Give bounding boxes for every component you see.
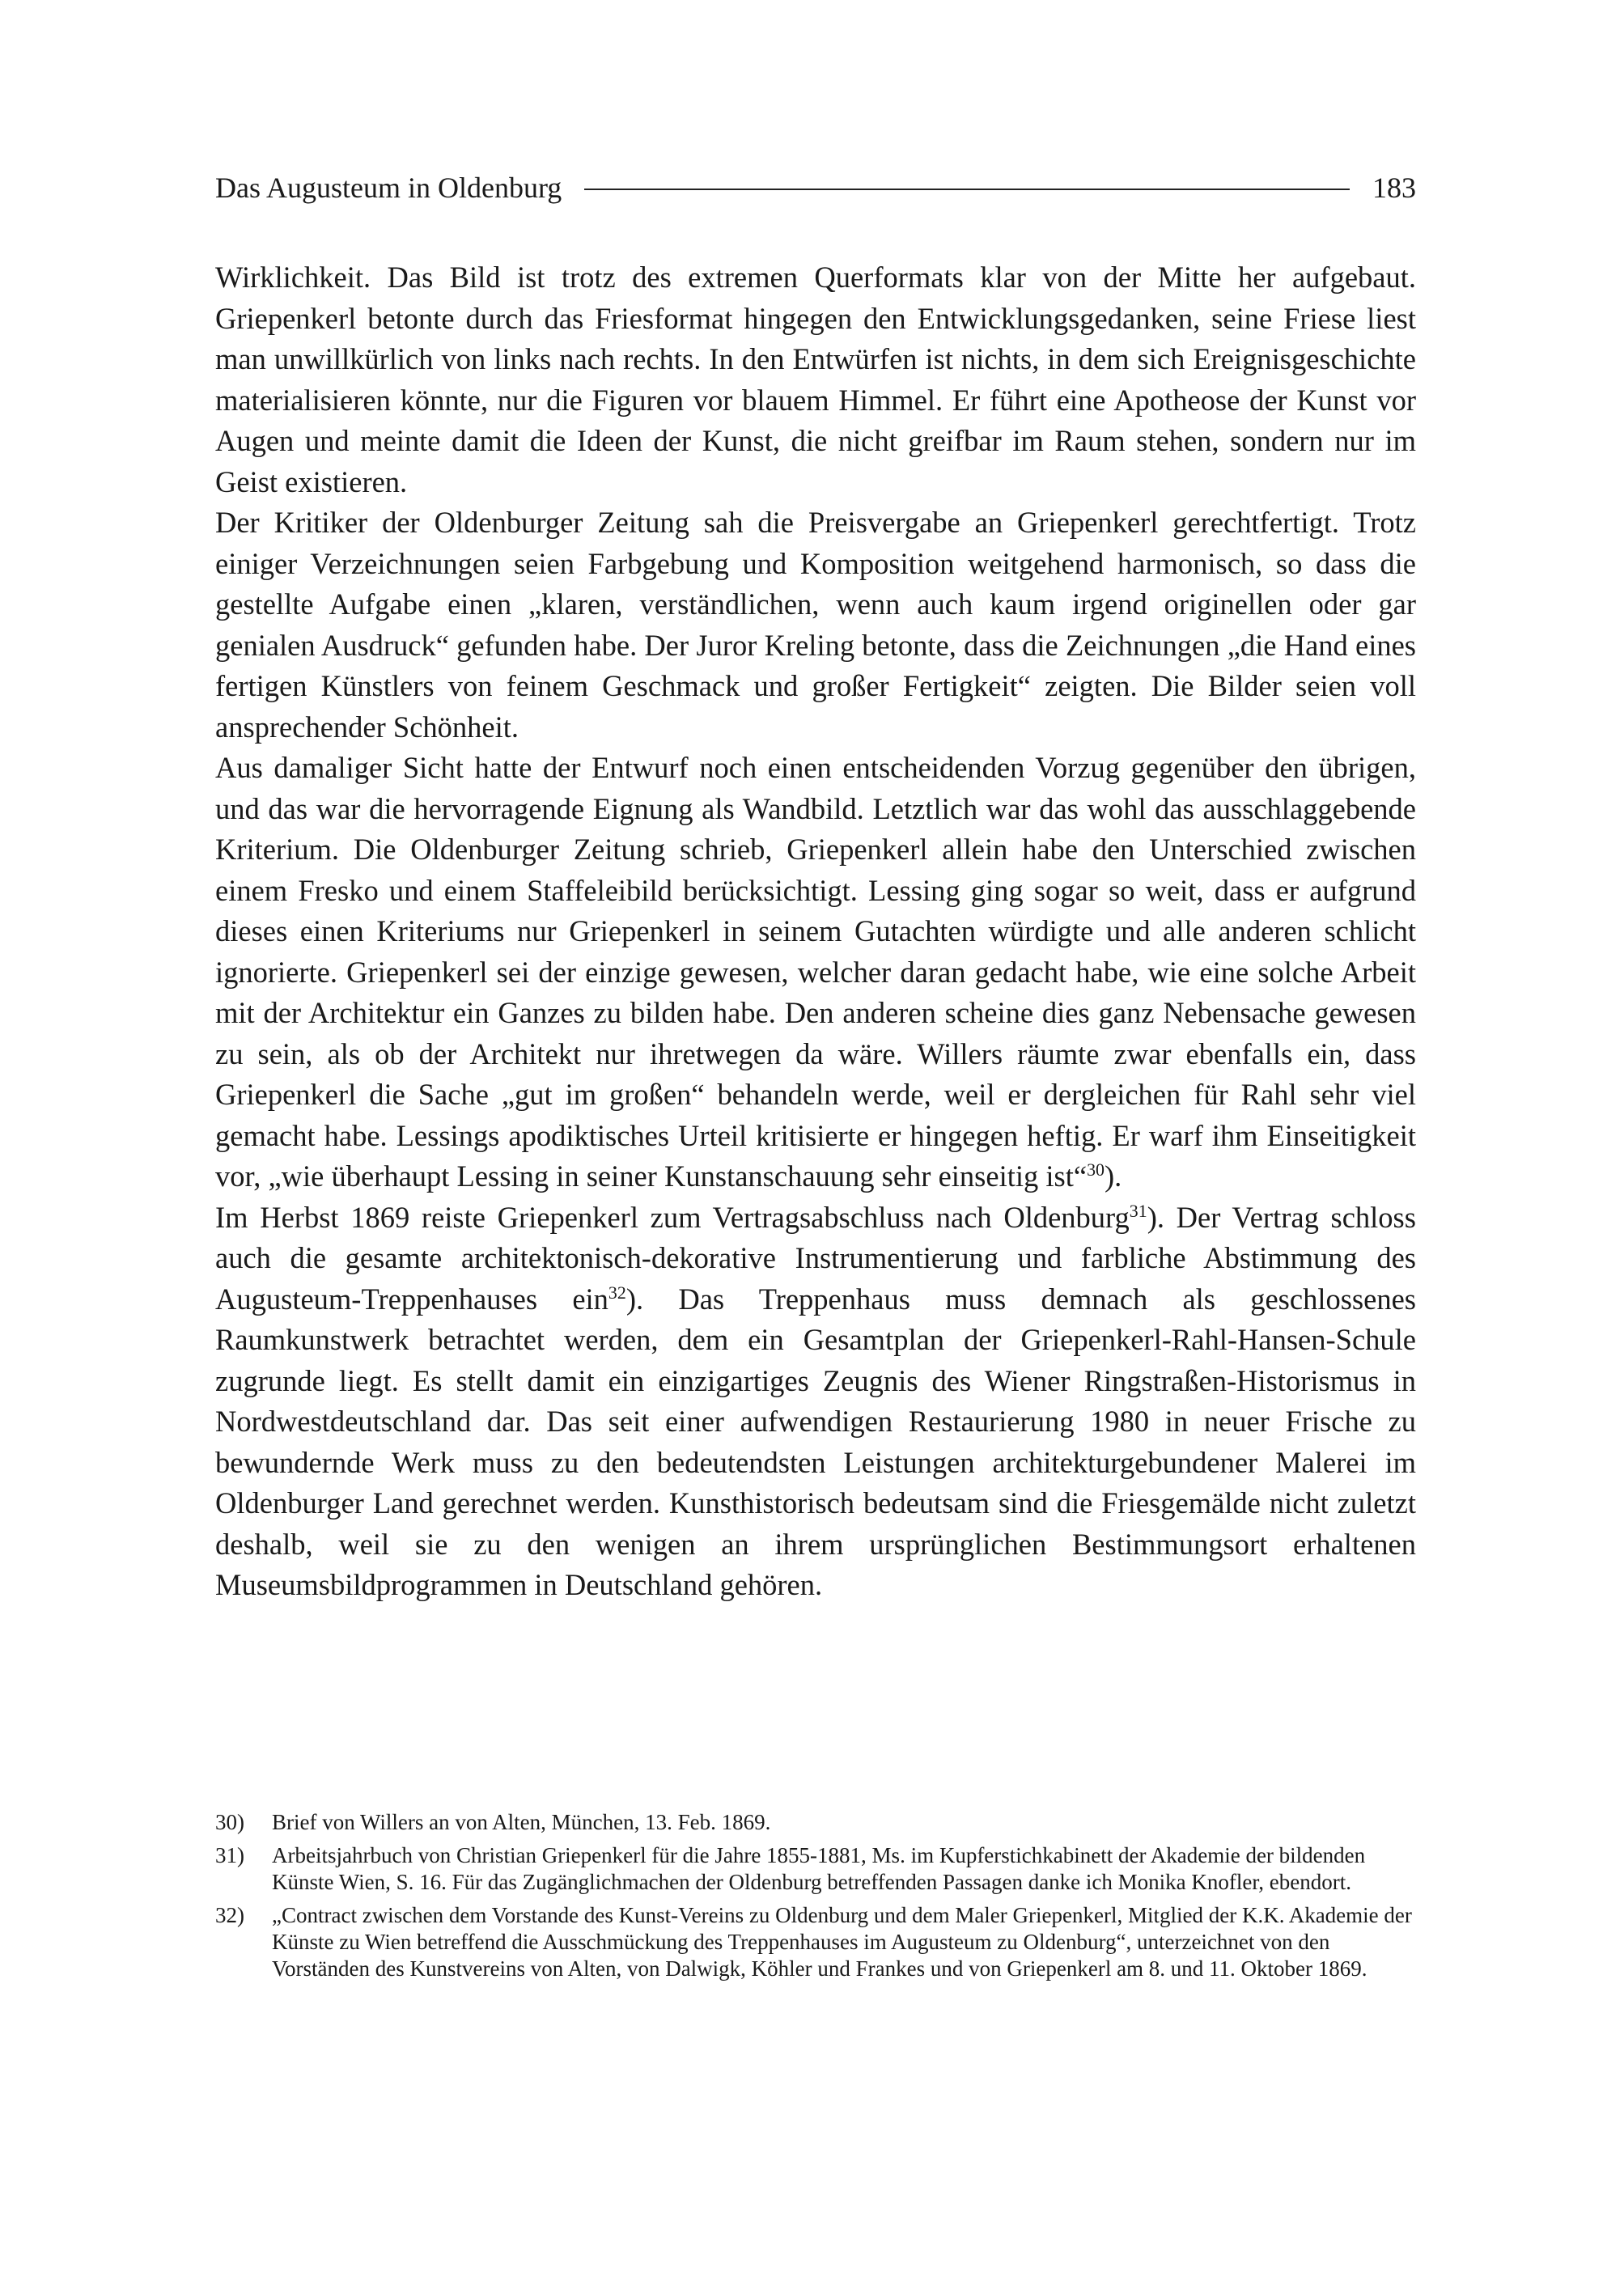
paragraph-3-end: ). — [1104, 1159, 1122, 1193]
footnote-number: 31) — [215, 1843, 244, 1867]
paragraph-1: Wirklichkeit. Das Bild ist trotz des extremen Querformats klar von der Mitte her aufgebaut. Griepenkerl betonte durch das Friesformat hingegen den Entwicklungsgedanken, seine Friese liest man unwillkürlich von links nach rechts. In den Entwürfen ist nichts, in dem sich Ereignisgeschichte materialisieren könnte, nur die Figuren vor blauem Himmel. Er führt eine Apotheose der Kunst vor Augen und meinte damit die Ideen der Kunst, die nicht greifbar im Raum stehen, sondern nur im Geist existieren. — [215, 261, 1416, 498]
header-rule — [584, 189, 1350, 190]
paragraph-4 — [215, 1197, 1416, 1606]
footnote-ref-31: 31 — [1129, 1200, 1147, 1221]
footnote-number: 30) — [215, 1810, 244, 1834]
paragraph-4-text-c: ). Das Treppenhaus muss demnach als geschlossenes Raumkunstwerk betrachtet werden, dem ein Gesamtplan der Griepenkerl-Rahl-Hansen-Schule zugrunde liegt. Es stellt damit ein einzigartiges Zeugnis des Wiener Ringstraßen-Historismus in Nordwestdeutschland dar. Das seit einer aufwendigen Restaurierung 1980 in neuer Frische zu bewundernde Werk muss zu den bedeutendsten Leistungen architekturgebundener Malerei im Oldenburger Land gerechnet werden. Kunsthistorisch bedeutsam sind die Friesgemälde nicht zuletzt deshalb, weil sie zu den wenigen an ihrem ursprünglichen Bestimmungsort erhaltenen Museumsbildprogrammen in Deutschland gehören. — [215, 1282, 1416, 1601]
page-number: 183 — [1372, 172, 1416, 204]
footnote-ref-30: 30 — [1087, 1159, 1105, 1180]
footnote-number: 32) — [215, 1903, 244, 1927]
running-head — [215, 168, 1416, 207]
footnote-text: Arbeitsjahrbuch von Christian Griepenkerl für die Jahre 1855-1881, Ms. im Kupferstichkabinett der Akademie der bildenden Künste Wien, S. 16. Für das Zugänglichmachen der Oldenburg betreffenden Passagen danke ich Monika Knofler, ebendort. — [272, 1843, 1366, 1894]
footnote-31 — [215, 1842, 1416, 1896]
paragraph-4-text-a: Im Herbst 1869 reiste Griepenkerl zum Vertragsabschluss nach Oldenburg — [215, 1200, 1130, 1234]
footnotes — [215, 1809, 1416, 1989]
paragraph-2: Der Kritiker der Oldenburger Zeitung sah die Preisvergabe an Griepenkerl gerechtfertigt. Trotz einiger Verzeichnungen seien Farbgebung und Komposition weitgehend harmonisch, so dass die gestellte Aufgabe einen „klaren, verständlichen, wenn auch kaum irgend originellen oder gar genialen Ausdruck“ gefunden habe. Der Juror Kreling betonte, dass die Zeichnungen „die Hand eines fertigen Künstlers von feinem Geschmack und großer Fertigkeit“ zeigten. Die Bilder seien voll ansprechender Schönheit. — [215, 506, 1416, 744]
footnote-30 — [215, 1809, 1416, 1836]
footnote-text: „Contract zwischen dem Vorstande des Kunst-Vereins zu Oldenburg und dem Maler Griepenkerl, Mitglied der K.K. Akademie der Künste zu Wien betreffend die Ausschmückung des Treppenhauses im Augusteum zu Oldenburg“, unterzeichnet von den Vorständen des Kunstvereins von Alten, von Dalwigk, Köhler und Frankes und von Griepenkerl am 8. und 11. Oktober 1869. — [272, 1903, 1412, 1981]
footnote-text: Brief von Willers an von Alten, München, 13. Feb. 1869. — [272, 1810, 771, 1834]
paragraph-4-text-b: ). Der Vertrag schloss auch die gesamte architektonisch-dekorative Instrumentierung und farbliche Abstimmung des Augusteum-Treppenhauses ein — [215, 1200, 1416, 1316]
paragraph-3 — [215, 748, 1416, 1197]
footnote-ref-32: 32 — [608, 1282, 626, 1303]
running-head-title: Das Augusteum in Oldenburg — [215, 172, 562, 204]
footnote-32 — [215, 1902, 1416, 1982]
body-text — [215, 257, 1416, 1606]
paragraph-3-text: Aus damaliger Sicht hatte der Entwurf noch einen entscheidenden Vorzug gegenüber den übrigen, und das war die hervorragende Eignung als Wandbild. Letztlich war das wohl das ausschlaggebende Kriterium. Die Oldenburger Zeitung schrieb, Griepenkerl allein habe den Unterschied zwischen einem Fresko und einem Staffeleibild berücksichtigt. Lessing ging sogar so weit, dass er aufgrund dieses einen Kriteriums nur Griepenkerl in seinem Gutachten würdigte und alle anderen schlicht ignorierte. Griepenkerl sei der einzige gewesen, welcher daran gedacht habe, wie eine solche Arbeit mit der Architektur ein Ganzes zu bilden habe. Den anderen scheine dies ganz Nebensache gewesen zu sein, als ob der Architekt nur ihretwegen da wäre. Willers räumte zwar ebenfalls ein, dass Griepenkerl die Sache „gut im großen“ behandeln werde, weil er dergleichen für Rahl sehr viel gemacht habe. Lessings apodiktisches Urteil kritisierte er hingegen heftig. Er warf ihm Einseitigkeit vor, „wie überhaupt Lessing in seiner Kunstanschauung sehr einseitig ist“ — [215, 751, 1416, 1193]
